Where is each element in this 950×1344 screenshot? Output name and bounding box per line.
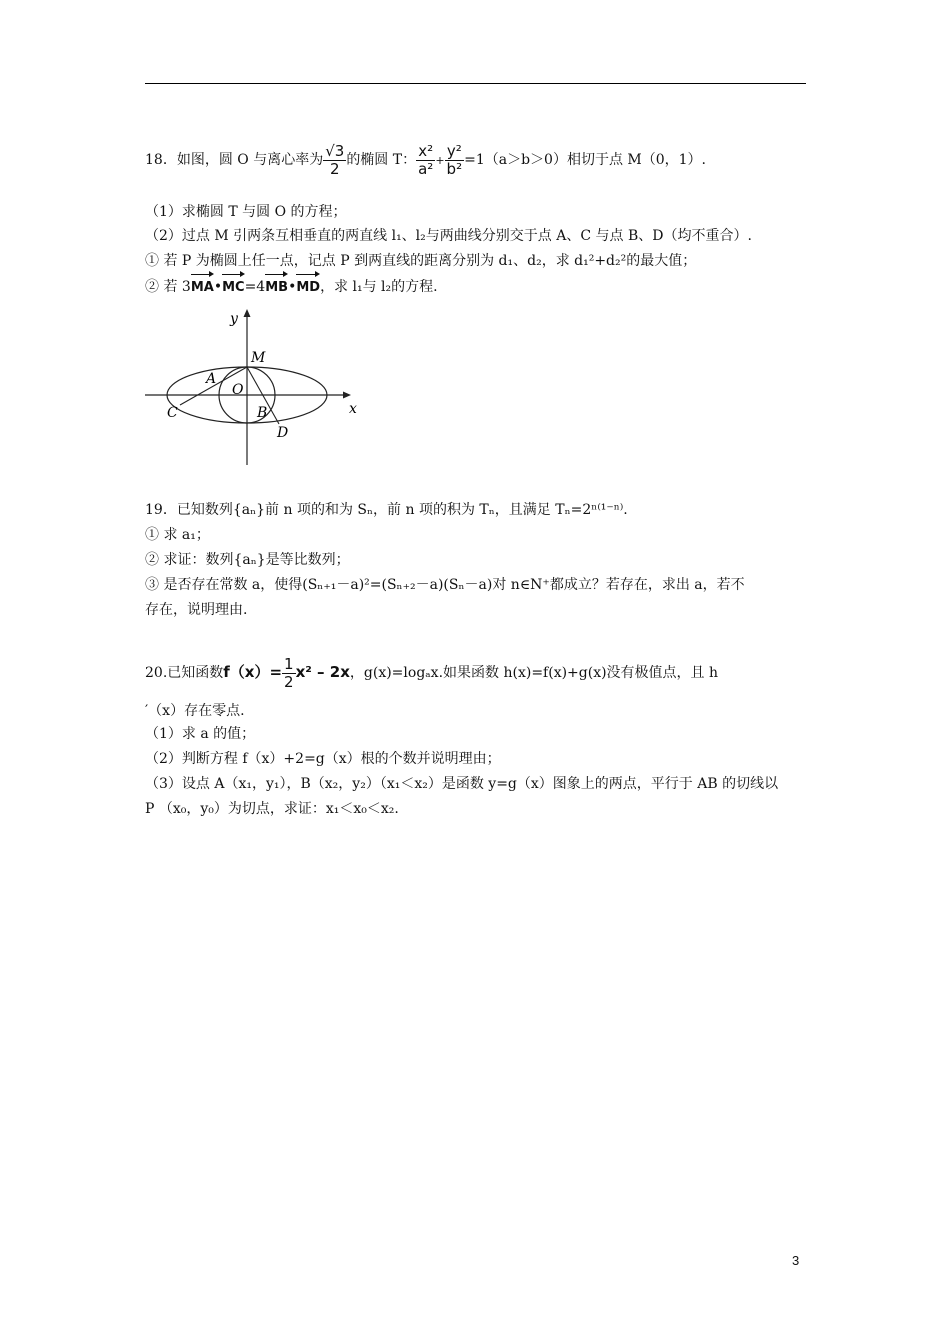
q18-post-text: =1（a＞b＞0）相切于点 M（0，1）.	[464, 152, 706, 168]
half-fraction	[282, 656, 296, 691]
plus-sign: +	[435, 154, 445, 167]
q18-part1: （1）求椭圆 T 与圆 O 的方程；	[145, 204, 347, 220]
label-C: C	[167, 405, 178, 421]
label-x: x	[349, 401, 357, 417]
q19-part2: ② 求证：数列{aₙ}是等比数列；	[145, 552, 350, 568]
q18-part2: （2）过点 M 引两条互相垂直的两直线 l₁、l₂与两曲线分别交于点 A、C 与点 B、D（均不重合）.	[145, 228, 752, 244]
label-B: B	[257, 405, 268, 421]
q20-part3-cont: P （x₀，y₀）为切点，求证：x₁＜x₀＜x₂.	[145, 801, 399, 817]
q20-pre: 20.已知函数	[145, 665, 224, 681]
y-arrow	[244, 309, 251, 317]
vector-MB: MB	[265, 272, 288, 298]
q20-part1: （1）求 a 的值；	[145, 726, 256, 742]
half-num: 1	[284, 654, 294, 673]
label-A: A	[206, 371, 217, 387]
f-rhs: x² – 2x	[295, 663, 350, 681]
q20-line2: ′（x）存在零点.	[145, 703, 245, 719]
vector-MD: MD	[296, 272, 320, 298]
ecc-den: 2	[329, 159, 340, 178]
q19-part3: ③ 是否存在常数 a，使得(Sₙ₊₁－a)²=(Sₙ₊₂－a)(Sₙ－a)对 n∈N⁺都成立？若存在，求出 a，若不	[145, 577, 745, 593]
q19-part1: ① 求 a₁；	[145, 527, 210, 543]
x-arrow	[343, 392, 351, 399]
half-den: 2	[284, 672, 294, 691]
q19-statement: 19．已知数列{aₙ}前 n 项的和为 Sₙ，前 n 项的积为 Tₙ，且满足 Tₙ=2ⁿ⁽¹⁻ⁿ⁾.	[145, 502, 628, 518]
vector-MC: MC	[222, 272, 244, 298]
label-D: D	[277, 425, 289, 441]
y-fraction	[445, 143, 465, 178]
fy-num: y²	[445, 143, 465, 161]
x-fraction	[416, 143, 435, 178]
ellipse-circle-figure	[140, 305, 370, 470]
fx-den: a²	[418, 159, 434, 178]
q20-part3: （3）设点 A（x₁，y₁），B（x₂，y₂）（x₁＜x₂）是函数 y=g（x）图象上的两点，平行于 AB 的切线以	[145, 776, 779, 792]
q18-part2-1: ① 若 P 为椭圆上任一点，记点 P 到两直线的距离分别为 d₁、d₂，求 d₁²+d₂²的最大值；	[145, 253, 697, 269]
fx-num: x²	[416, 143, 435, 161]
eq-4: =4	[244, 279, 266, 295]
eccentricity-fraction	[323, 143, 346, 178]
f-lhs: f（x）=	[223, 663, 283, 681]
q19-part3-cont: 存在，说明理由.	[145, 602, 248, 618]
dot-1: •	[213, 279, 223, 295]
label-M: M	[251, 350, 266, 366]
dot-2: •	[288, 279, 297, 295]
q18-part2-2	[145, 272, 438, 298]
fy-den: b²	[446, 159, 463, 178]
q18-statement	[145, 132, 706, 189]
q18-pre-text: 18．如图，圆 O 与离心率为	[145, 152, 324, 168]
label-O: O	[232, 382, 244, 398]
q20-part2: （2）判断方程 f（x）+2=g（x）根的个数并说明理由；	[145, 751, 501, 767]
q20-statement	[145, 650, 718, 695]
vector-MA: MA	[191, 272, 214, 298]
q18-mid-text: 的椭圆 T：	[346, 152, 417, 168]
p4-pre: ② 若 3	[145, 279, 191, 295]
ecc-num: √3	[325, 141, 345, 160]
label-y: y	[230, 311, 238, 327]
header-rule	[145, 83, 806, 84]
q20-post: ，g(x)=logₐx.如果函数 h(x)=f(x)+g(x)没有极值点，且 h	[349, 665, 719, 681]
page-number: 3	[792, 1253, 800, 1268]
p4-post: ，求 l₁与 l₂的方程.	[320, 279, 438, 295]
